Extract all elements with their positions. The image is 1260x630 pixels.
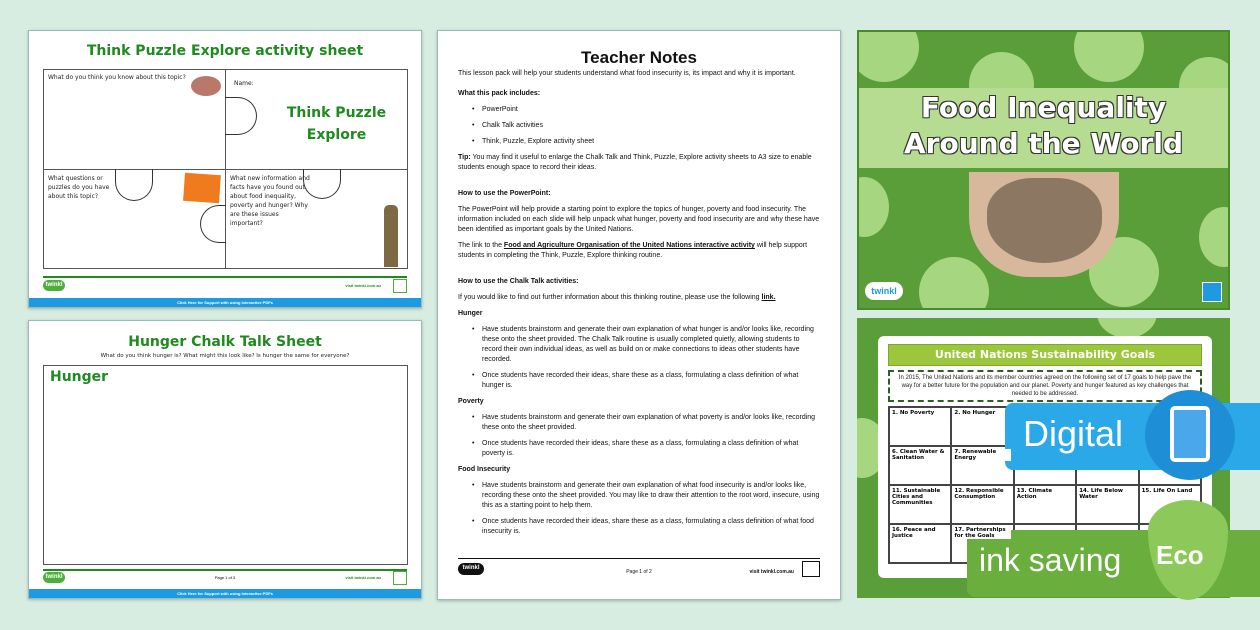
powerpoint-cover bbox=[857, 30, 1230, 310]
sheet-title: Think Puzzle Explore activity sheet bbox=[86, 43, 364, 59]
person-illustration bbox=[384, 205, 398, 267]
heading-powerpoint: How to use the PowerPoint: bbox=[458, 190, 551, 197]
page-number: Page 1 of 2 bbox=[626, 569, 652, 575]
intro: This lesson pack will help your students understand what food insecurity is, its impact and why it is important. bbox=[458, 70, 796, 77]
tip bbox=[458, 153, 820, 173]
hands-bowl-illustration bbox=[969, 172, 1119, 277]
twinkl-logo: twinkl bbox=[43, 572, 65, 583]
eco-label: Eco bbox=[1156, 540, 1204, 570]
list-item: • Once students have recorded their ideas, share these as a class, formulating a class definition of what hunger is. bbox=[472, 371, 820, 391]
sdg-cell bbox=[951, 485, 1013, 524]
list-item: • Think, Puzzle, Explore activity sheet bbox=[472, 137, 820, 147]
support-link[interactable]: Click Here for Support with using Interactive PDFs bbox=[29, 589, 421, 598]
website-text: visit twinkl.com.au bbox=[345, 575, 381, 580]
powerpoint-text: The PowerPoint will help provide a starting point to explore the topics of hunger, poverty and food insecurity. The information included on each slide will help unpack what hunger, poverty and food insecurity are and why these have been identified as important goals by the United Nations. bbox=[458, 206, 820, 233]
sdg-cell bbox=[1014, 485, 1076, 524]
question-puzzle: What questions or puzzles do you have about this topic? bbox=[48, 175, 110, 200]
ink-saving-label: ink saving bbox=[979, 542, 1122, 578]
sdg-cell-label: 16. Peace and Justice bbox=[892, 527, 948, 539]
badge-icon bbox=[1202, 282, 1222, 302]
teacher-notes-page bbox=[437, 30, 841, 600]
routine-link[interactable]: link. bbox=[761, 294, 776, 301]
cover-title-line-2: Around the World bbox=[903, 127, 1183, 160]
page-title: Teacher Notes bbox=[581, 48, 697, 67]
sdg-cell-label: 13. Climate Action bbox=[1017, 488, 1073, 500]
sdg-cell bbox=[889, 446, 951, 485]
sheet-subtitle: What do you think hunger is? What might this look like? Is hunger the same for everyone? bbox=[100, 353, 350, 359]
heading-hunger: Hunger bbox=[458, 310, 483, 317]
badge-icon bbox=[393, 571, 407, 585]
twinkl-logo: twinkl bbox=[865, 282, 903, 300]
fao-link[interactable]: Food and Agriculture Organisation of the United Nations interactive activity bbox=[503, 242, 755, 249]
digital-label: Digital bbox=[1023, 413, 1124, 454]
hunger-box[interactable] bbox=[43, 365, 408, 565]
sdg-cell-label: 14. Life Below Water bbox=[1079, 488, 1135, 500]
heading-chalk-talk: How to use the Chalk Talk activities: bbox=[458, 278, 579, 285]
sdg-cell-label: 17. Partnerships for the Goals bbox=[954, 527, 1010, 539]
sdg-cell bbox=[889, 485, 951, 524]
chalk-intro-text: If you would like to find out further information about this thinking routine, please use the following bbox=[458, 294, 762, 301]
fao-paragraph bbox=[458, 241, 820, 261]
cover-title-line-1: Food Inequality bbox=[920, 91, 1167, 124]
think-puzzle-explore-sheet bbox=[28, 30, 422, 308]
badge-icon bbox=[393, 279, 407, 293]
list-item: • Chalk Talk activities bbox=[472, 121, 820, 131]
page-number: Page 1 of 3 bbox=[214, 575, 236, 580]
website-text: visit twinkl.com.au bbox=[345, 283, 381, 288]
badge-icon bbox=[802, 561, 820, 577]
fao-pre: The link to the bbox=[458, 242, 504, 249]
twinkl-logo: twinkl bbox=[43, 280, 65, 291]
brain-icon bbox=[191, 76, 221, 96]
name-label: Name: bbox=[234, 80, 254, 87]
chalk-intro bbox=[458, 293, 820, 303]
tablet-touch-icon bbox=[1145, 390, 1235, 480]
sdg-cell-label: 1. No Poverty bbox=[892, 410, 935, 416]
box-label: Hunger bbox=[50, 369, 109, 385]
support-link[interactable]: Click Here for Support with using Interactive PDFs bbox=[29, 298, 421, 307]
heading-includes: What this pack includes: bbox=[458, 90, 541, 97]
hunger-chalk-talk-sheet bbox=[28, 320, 422, 599]
sdg-cell bbox=[951, 446, 1013, 485]
sdg-cell-label: 11. Sustainable Cities and Communities bbox=[892, 488, 948, 506]
sdg-intro: In 2015, The United Nations and its member countries agreed on the following set of 17 goals to help pave the way for a better future for the population and our planet. Poverty and hunger featured as key challenges that needed to be addressed. bbox=[888, 370, 1202, 402]
center-title: Think Puzzle Explore bbox=[286, 105, 387, 143]
sdg-cell bbox=[889, 524, 951, 563]
question-know: What do you think you know about this topic? bbox=[48, 74, 186, 81]
list-item: • Have students brainstorm and generate their own explanation of what poverty is and/or looks like, recording these onto the sheet provided. bbox=[472, 413, 820, 433]
sdg-cell-label: 7. Renewable Energy bbox=[954, 449, 1010, 461]
quadrant-grid bbox=[43, 69, 408, 269]
sdg-title: United Nations Sustainability Goals bbox=[888, 344, 1202, 366]
heading-poverty: Poverty bbox=[458, 398, 484, 405]
website-text: visit twinkl.com.au bbox=[749, 569, 794, 575]
twinkl-logo: twinkl bbox=[458, 563, 484, 575]
list-item: • Once students have recorded their ideas, share these as a class, formulating a class definition of what poverty is. bbox=[472, 439, 820, 459]
sdg-cell bbox=[889, 407, 951, 446]
includes-list bbox=[472, 105, 820, 147]
list-item: • Have students brainstorm and generate their own explanation of what hunger is and/or looks like, recording these onto the sheet provided. The Chalk Talk routine is usually completed quietly, allowing students to record their own individual ideas, as well as build on or make connections to ideas other students have recorded. bbox=[472, 325, 820, 365]
sdg-cell bbox=[1076, 485, 1138, 524]
puzzle-piece-icon bbox=[183, 173, 221, 203]
question-explore: What new information and facts have you found out about food inequality, poverty and hunger? Why are these issues important? bbox=[230, 175, 310, 227]
list-item: • Once students have recorded their ideas, share these as a class, formulating a class definition of what food insecurity is. bbox=[472, 517, 820, 537]
sheet-title: Hunger Chalk Talk Sheet bbox=[128, 334, 322, 350]
list-item: • Have students brainstorm and generate their own explanation of what food insecurity is and/or looks like, recording these onto the sheet provided. You may like to draw their attention to the root word, insecure, using this as a starting point to help them. bbox=[472, 481, 820, 511]
fao-post: will help support students in completing the Think, Puzzle, Explore thinking routine. bbox=[458, 242, 808, 259]
cover-title bbox=[859, 90, 1228, 162]
tip-label: Tip: bbox=[458, 154, 471, 161]
list-item: • PowerPoint bbox=[472, 105, 820, 115]
sdg-cell-label: 12. Responsible Consumption bbox=[954, 488, 1010, 500]
sdg-cell-label: 15. Life On Land bbox=[1141, 488, 1193, 494]
sdg-cell-label: 2. No Hunger bbox=[954, 410, 996, 416]
tip-text: You may find it useful to enlarge the Chalk Talk and Think, Puzzle, Explore activity sheets to A3 size to enable students enough space to record their ideas. bbox=[458, 154, 812, 171]
heading-food-insecurity: Food Insecurity bbox=[458, 466, 511, 473]
sdg-cell-label: 6. Clean Water & Sanitation bbox=[892, 449, 948, 461]
